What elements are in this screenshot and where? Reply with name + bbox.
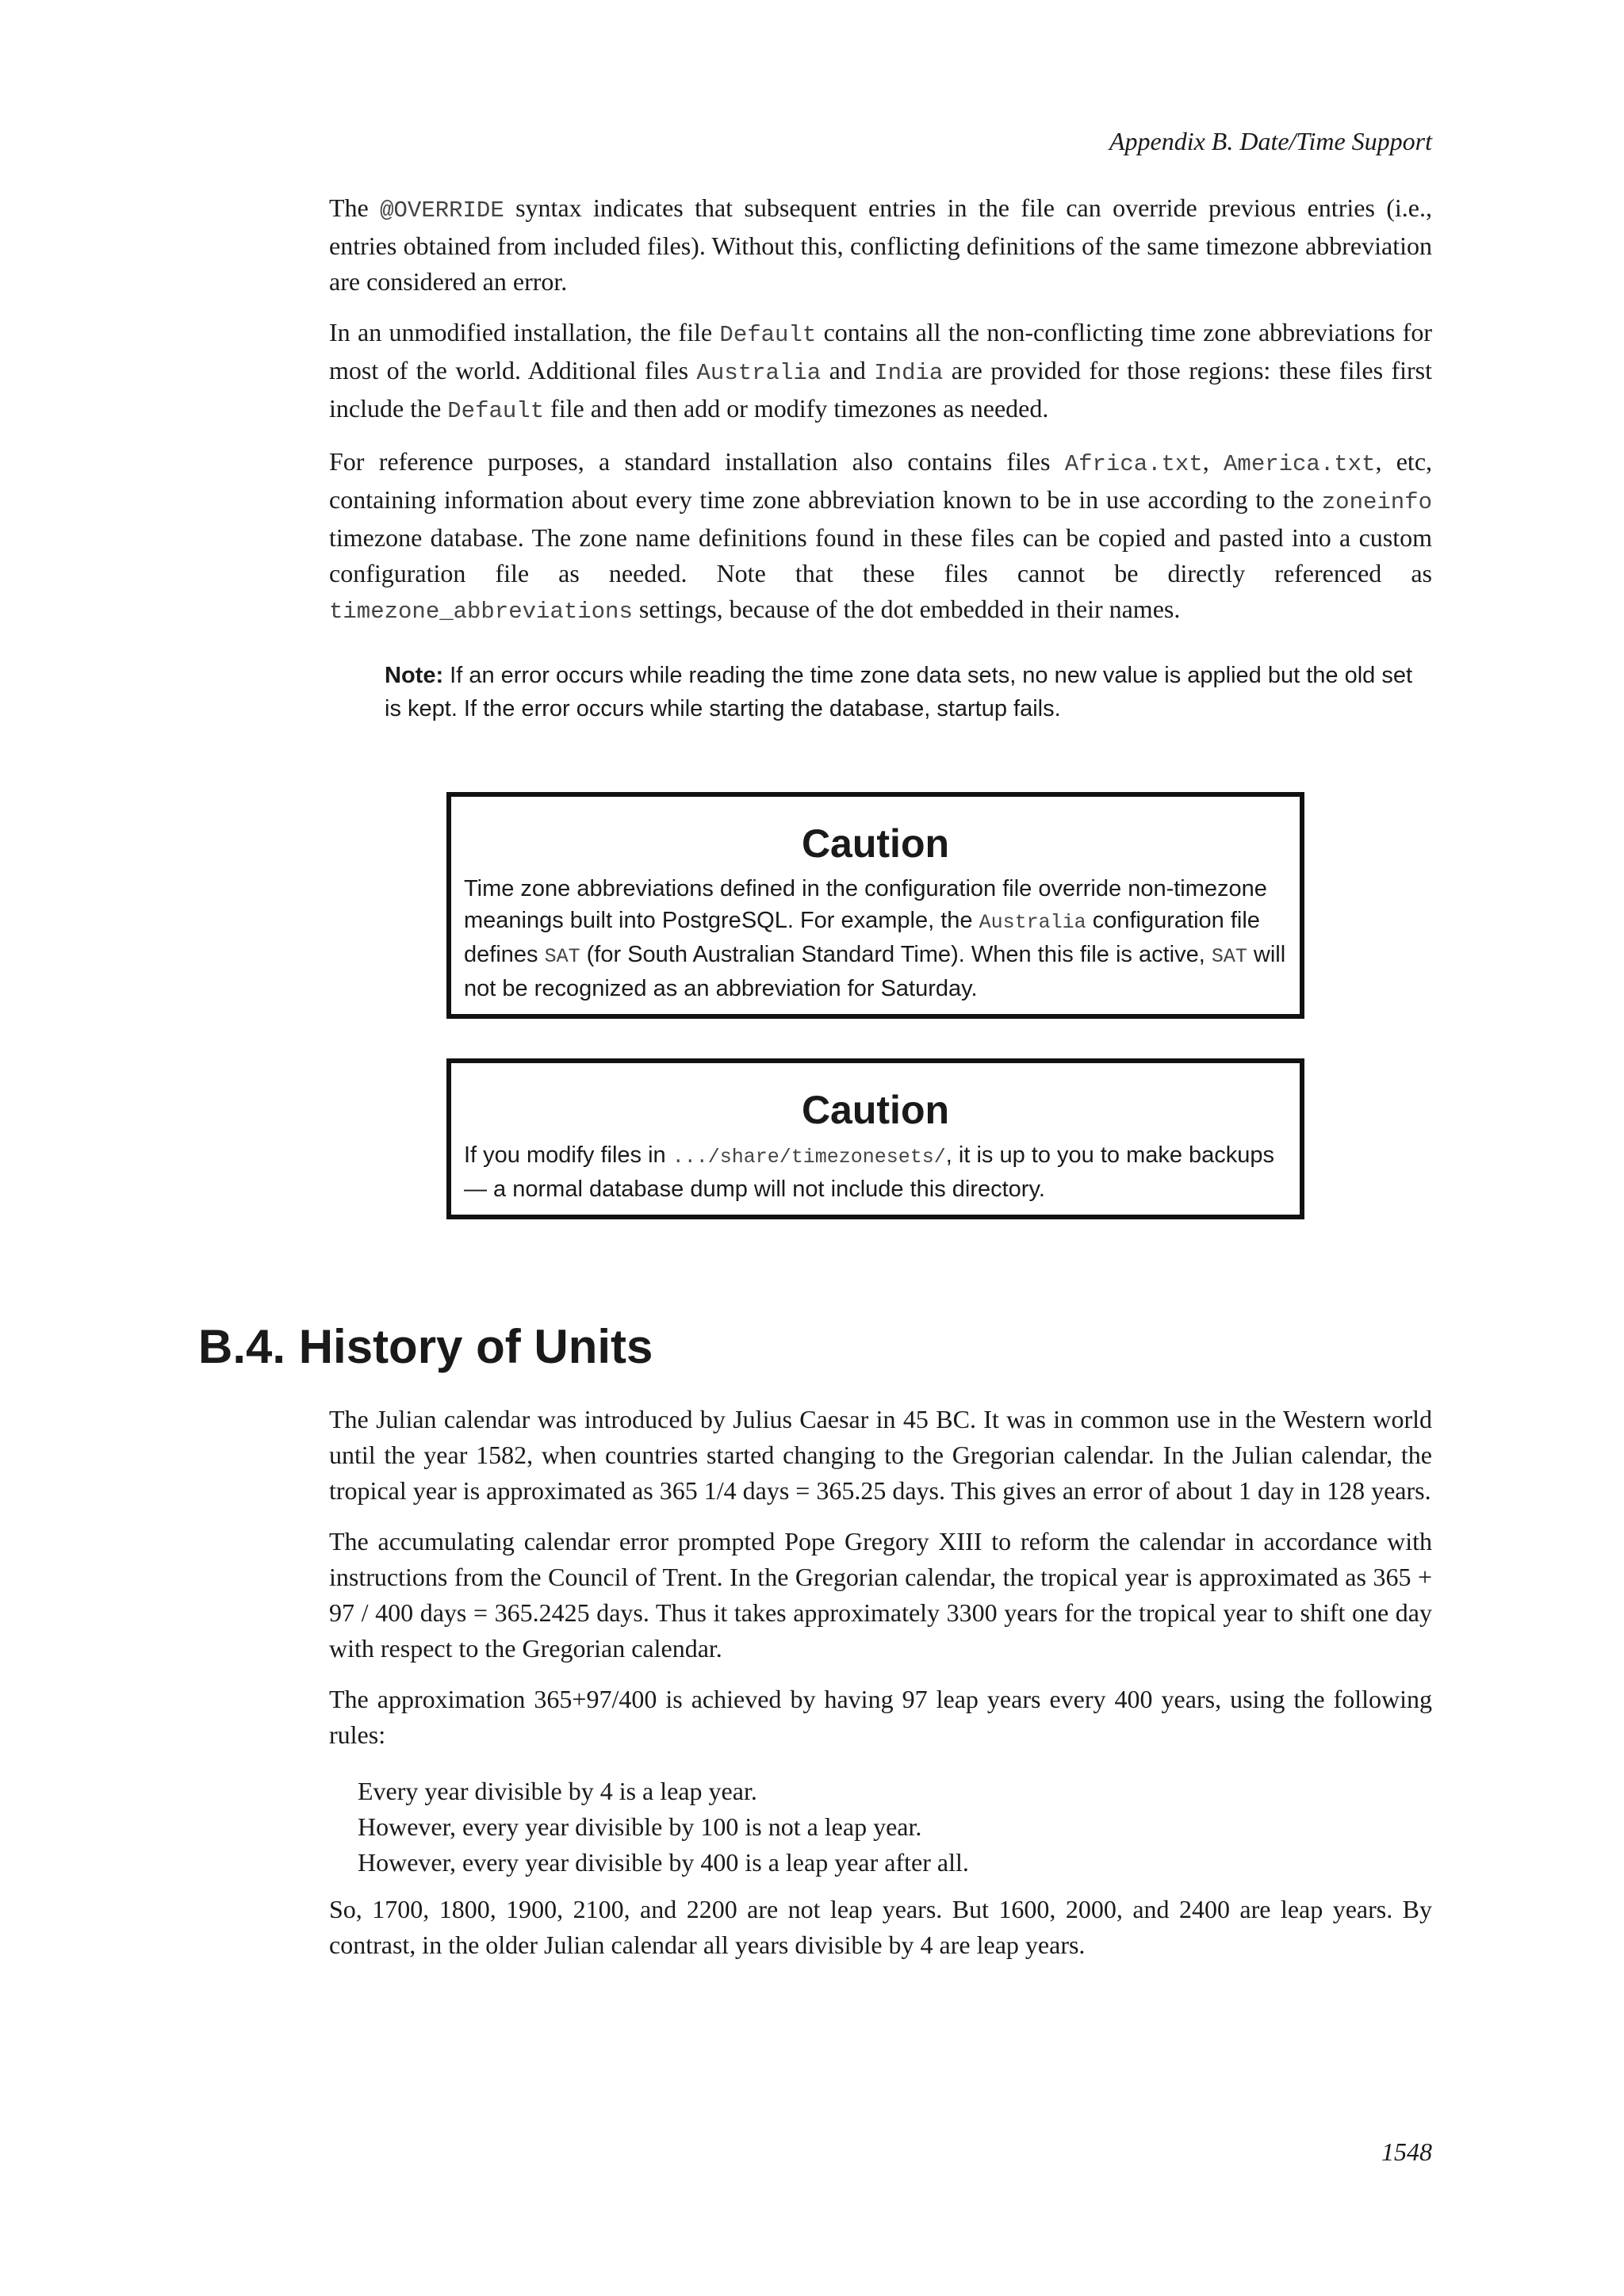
paragraph-examples: So, 1700, 1800, 1900, 2100, and 2200 are not leap years. But 1600, 2000, and 2400 are leap years. By contrast, in the older Julian calendar all years divisible by 4 are leap years.: [329, 1895, 1432, 1959]
running-header: Appendix B. Date/Time Support: [1109, 127, 1432, 155]
main-text: [329, 190, 1432, 1219]
caution-box: [446, 1058, 1304, 1219]
caution-text: Time zone abbreviations defined in the configuration file override non-timezone meanings built into PostgreSQL. For example, the Australia configuration file defines SAT (for South Australian Standard Time). When this file is active, SAT will not be recognized as an abbreviation for Saturday.: [464, 876, 1286, 1001]
paragraph-default-file: In an unmodified installation, the file Default contains all the non-conflicting time zone abbreviations for most of the world. Additional files Australia and India are provided for those regions: these files first include the Default file and then add or modify timezones as needed.: [329, 318, 1433, 424]
caution-box: [446, 792, 1304, 1019]
page-number: 1548: [1381, 2137, 1432, 2166]
note-block: [385, 659, 1432, 725]
caution-text: If you modify files in .../share/timezonesets/, it is up to you to make backups — a normal database dump will not include this directory.: [464, 1142, 1275, 1202]
history-text: [329, 1402, 1432, 1978]
paragraph-override: The @OVERRIDE syntax indicates that subsequent entries in the file can override previous entries (i.e., entries obtained from included files). Without this, conflicting definitions of the same timezone abbreviation are considered an error.: [329, 193, 1433, 296]
section-title: B.4. History of Units: [198, 1320, 653, 1373]
paragraph-approximation: The approximation 365+97/400 is achieved by having 97 leap years every 400 years, using the following rules:: [329, 1685, 1432, 1749]
rule-item: However, every year divisible by 100 is not a leap year.: [358, 1812, 922, 1841]
paragraph-gregorian: The accumulating calendar error prompted Pope Gregory XIII to reform the calendar in accordance with instructions from the Council of Trent. In the Gregorian calendar, the tropical year is approximated as 365 + 97 / 400 days = 365.2425 days. Thus it takes approximately 3300 years for the tropical year to shift one day with respect to the Gregorian calendar.: [329, 1527, 1432, 1663]
rule-item: However, every year divisible by 400 is a leap year after all.: [358, 1848, 969, 1877]
paragraph-reference-files: For reference purposes, a standard installation also contains files Africa.txt, America.txt, etc, containing information about every time zone abbreviation known to be in use according to the zoneinfo timezone database. The zone name definitions found in these files can be copied and pasted into a custom configuration file as needed. Note that these files cannot be directly referenced as timezone_abbreviations settings, because of the dot embedded in their names.: [329, 447, 1433, 625]
leap-year-rules: [358, 1774, 1432, 1881]
rule-item: Every year divisible by 4 is a leap year.: [358, 1777, 757, 1805]
note-text: If an error occurs while reading the time zone data sets, no new value is applied but the old set is kept. If the error occurs while starting the database, startup fails.: [385, 663, 1413, 721]
note-label: Note:: [385, 663, 444, 688]
caution-title: Caution: [801, 1088, 950, 1132]
paragraph-julian: The Julian calendar was introduced by Julius Caesar in 45 BC. It was in common use in the Western world until the year 1582, when countries started changing to the Gregorian calendar. In the Julian calendar, the tropical year is approximated as 365 1/4 days = 365.25 days. This gives an error of about 1 day in 128 years.: [329, 1405, 1432, 1505]
caution-title: Caution: [801, 821, 950, 866]
